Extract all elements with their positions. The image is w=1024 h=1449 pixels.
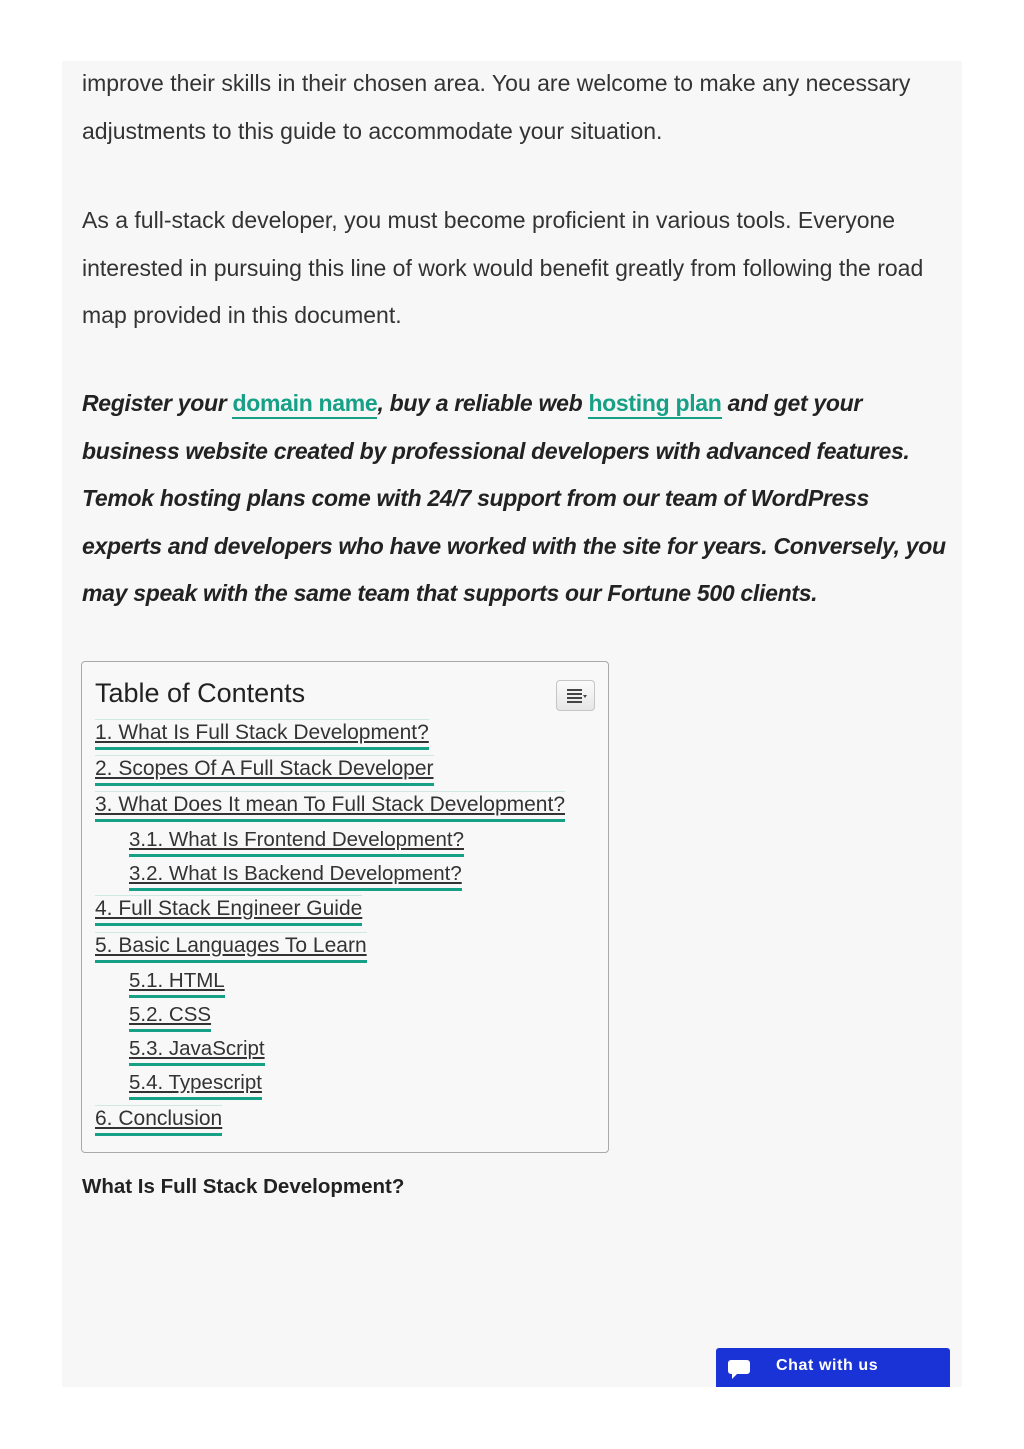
table-of-contents bbox=[81, 661, 609, 1153]
toc-item-5[interactable]: 5. Basic Languages To Learn bbox=[95, 932, 367, 963]
page-container bbox=[62, 61, 962, 1387]
promo-text-3: and get your business website created by professional developers with advanced features. Temok hosting plans come with 24/7 support from our team of WordPress experts and developers who have worked with the site for years. Conversely, you may speak with the same team that supports our Fortune 500 clients. bbox=[82, 390, 946, 606]
toc-item-5-4[interactable]: 5.4. Typescript bbox=[129, 1070, 262, 1100]
intro-paragraph-2: As a full-stack developer, you must become proficient in various tools. Everyone interested in pursuing this line of work would benefit greatly from following the road map provided in this document. bbox=[82, 207, 924, 328]
toc-item-5-2[interactable]: 5.2. CSS bbox=[129, 1002, 211, 1032]
intro-paragraph-1: improve their skills in their chosen area. You are welcome to make any necessary adjustments to this guide to accommodate your situation. bbox=[82, 70, 911, 144]
toc-item-3-2[interactable]: 3.2. What Is Backend Development? bbox=[129, 861, 462, 891]
toc-item-5-1[interactable]: 5.1. HTML bbox=[129, 968, 225, 998]
toc-item-6[interactable]: 6. Conclusion bbox=[95, 1105, 222, 1136]
chat-bubble-icon bbox=[727, 1357, 751, 1381]
chat-label: Chat with us bbox=[776, 1357, 879, 1374]
toc-item-1[interactable]: 1. What Is Full Stack Development? bbox=[95, 719, 429, 750]
chat-button[interactable] bbox=[716, 1348, 950, 1387]
promo-text-2: , buy a reliable web bbox=[377, 390, 589, 416]
toc-title: Table of Contents bbox=[95, 678, 306, 708]
hosting-plan-link[interactable]: hosting plan bbox=[588, 390, 721, 419]
section-heading: What Is Full Stack Development? bbox=[82, 1175, 405, 1198]
toc-item-3[interactable]: 3. What Does It mean To Full Stack Development? bbox=[95, 791, 565, 822]
toc-toggle-button[interactable] bbox=[556, 680, 595, 711]
toc-item-2[interactable]: 2. Scopes Of A Full Stack Developer bbox=[95, 755, 434, 786]
domain-name-link[interactable]: domain name bbox=[232, 390, 377, 419]
toc-item-5-3[interactable]: 5.3. JavaScript bbox=[129, 1036, 265, 1066]
toc-item-4[interactable]: 4. Full Stack Engineer Guide bbox=[95, 895, 362, 926]
toc-item-3-1[interactable]: 3.1. What Is Frontend Development? bbox=[129, 827, 464, 857]
promo-paragraph bbox=[82, 380, 952, 618]
promo-text-1: Register your bbox=[82, 390, 233, 416]
list-toggle-icon bbox=[565, 688, 587, 704]
